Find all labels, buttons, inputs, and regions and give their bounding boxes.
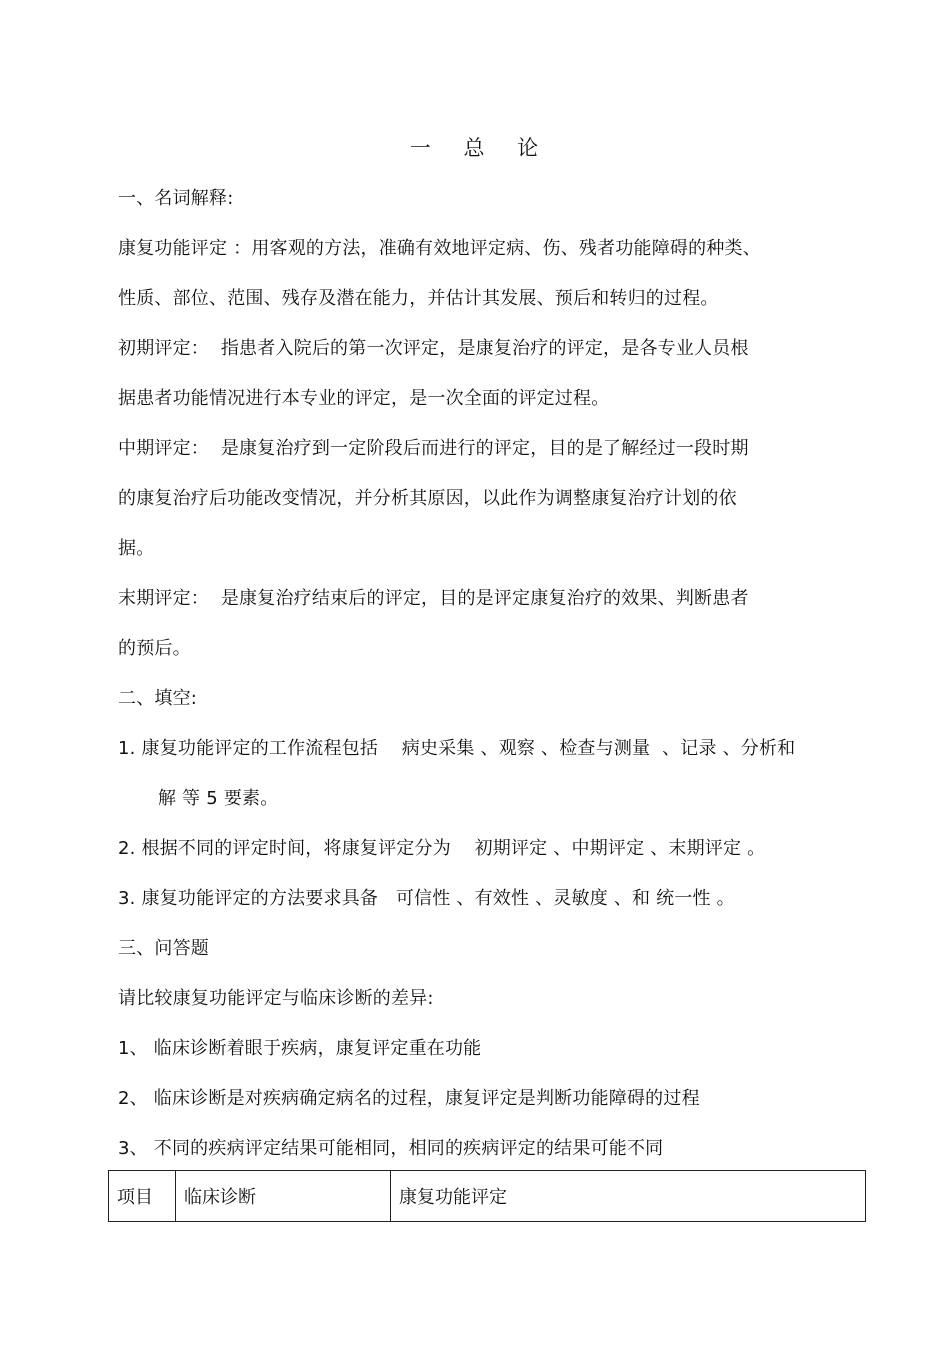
page-title: 一 总 论 [409,136,541,160]
term-rehab-assessment-line1: 康复功能评定 ：用客观的方法，准确有效地评定病、伤、残者功能障碍的种类、 [118,238,761,259]
qa-answer-item-2: 2、 临床诊断是对疾病确定病名的过程，康复评定是判断功能障碍的过程 [118,1088,700,1109]
table-header-row [109,1171,866,1222]
term-initial-assessment-line1: 初期评定： 指患者入院后的第一次评定，是康复治疗的评定，是各专业人员根 [118,338,749,359]
fill-item-2: 2. 根据不同的评定时间，将康复评定分为 初期评定 、中期评定 、末期评定 。 [118,838,766,859]
term-interim-assessment-line1: 中期评定： 是康复治疗到一定阶段后而进行的评定，目的是了解经过一段时期 [118,438,749,459]
qa-question: 请比较康复功能评定与临床诊断的差异: [118,988,434,1009]
qa-answer-item-3: 3、 不同的疾病评定结果可能相同，相同的疾病评定的结果可能不同 [118,1138,664,1159]
qa-answer-item-1: 1、 临床诊断着眼于疾病，康复评定重在功能 [118,1038,482,1059]
term-rehab-assessment-line2: 性质、部位、范围、残存及潜在能力，并估计其发展、预后和转归的过程。 [118,288,719,309]
qa-heading: 三、问答题 [118,938,209,959]
fill-item-3: 3. 康复功能评定的方法要求具备 可信性 、有效性 、灵敏度 、和 统一性 。 [118,888,735,909]
term-interim-assessment-line2: 的康复治疗后功能改变情况，并分析其原因，以此作为调整康复治疗计划的依 [118,488,737,509]
fill-item-1-line1: 1. 康复功能评定的工作流程包括 病史采集 、观察 、检查与测量 、记录 、分析和 [118,738,796,759]
term-initial-assessment-line2: 据患者功能情况进行本专业的评定，是一次全面的评定过程。 [118,388,610,409]
terms-heading: 一、名词解释: [118,188,234,209]
fill-heading: 二、填空: [118,688,198,709]
term-interim-assessment-line3: 据。 [118,538,155,559]
comparison-table [108,1170,866,1222]
table-header-item: 项目 [109,1171,176,1222]
term-final-assessment-line2: 的预后。 [118,638,191,659]
table-header-rehab-assessment: 康复功能评定 [391,1171,866,1222]
table-header-clinical-diagnosis: 临床诊断 [176,1171,391,1222]
term-final-assessment-line1: 末期评定： 是康复治疗结束后的评定，目的是评定康复治疗的效果、判断患者 [118,588,749,609]
fill-item-1-line2: 解 等 5 要素。 [158,788,279,809]
